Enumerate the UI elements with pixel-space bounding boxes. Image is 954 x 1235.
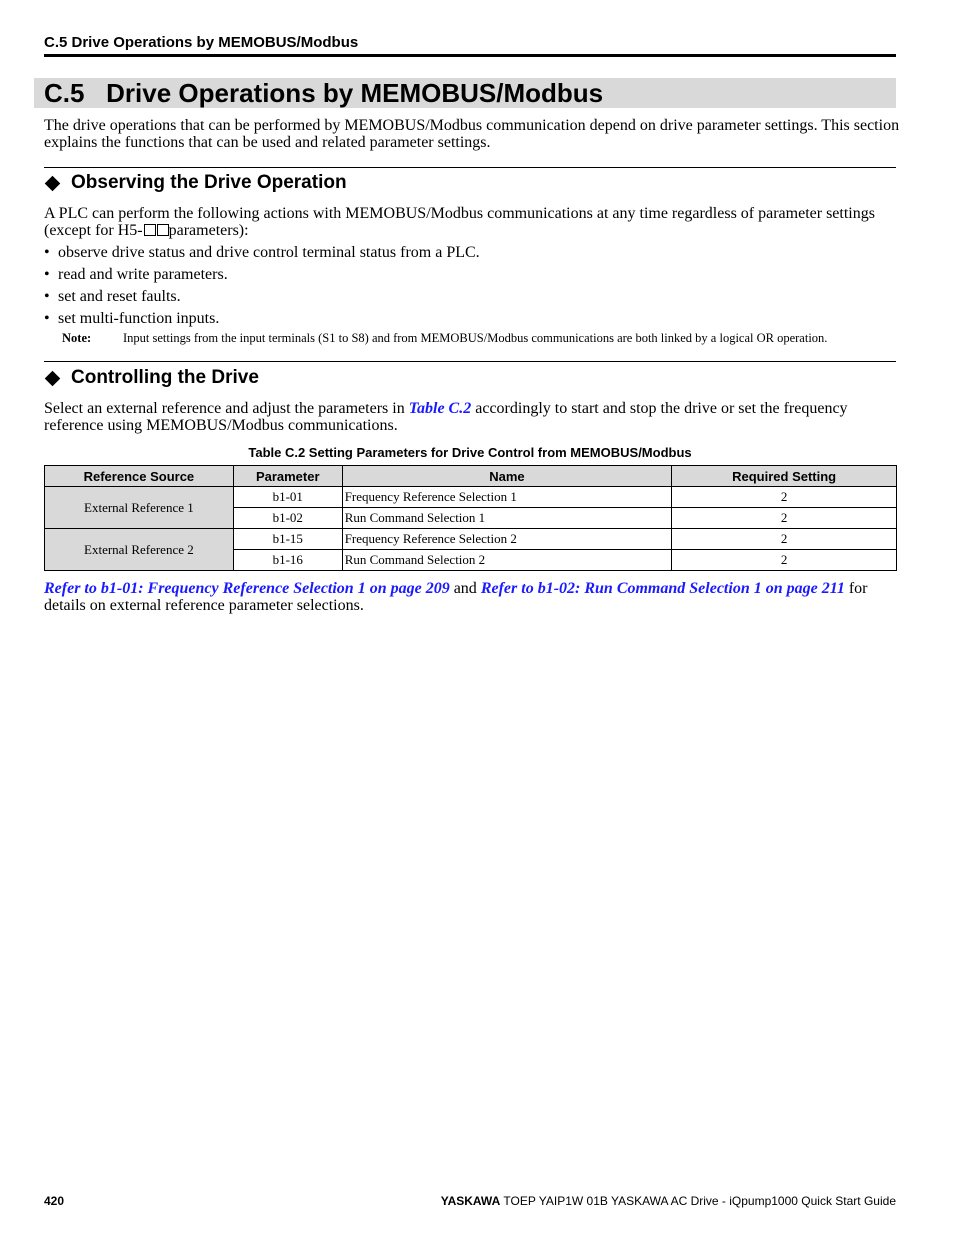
refer-link-b1-02[interactable]: Refer to b1-02: Run Command Selection 1 on page 211 [480, 580, 845, 597]
setting-cell: 2 [672, 529, 897, 550]
controlling-paragraph [44, 400, 900, 434]
observing-paragraph [44, 205, 900, 239]
note-label: Note: [62, 331, 92, 345]
section-title-text: Drive Operations by MEMOBUS/Modbus [106, 78, 604, 108]
table-link[interactable]: Table C.2 [408, 400, 472, 417]
name-cell: Frequency Reference Selection 1 [342, 487, 672, 508]
divider-rule [44, 167, 896, 168]
paragraph-text: Select an external reference and adjust the parameters in [44, 400, 409, 417]
subsection-heading: Observing the Drive Operation [71, 172, 347, 193]
column-header: Name [342, 466, 672, 487]
placeholder-box-icon [157, 224, 169, 236]
name-cell: Run Command Selection 2 [342, 550, 672, 571]
paragraph-text: parameters): [168, 222, 249, 239]
diamond-icon [45, 370, 61, 386]
list-item [44, 310, 219, 327]
paragraph-text: accordingly to start and stop the drive or set the frequency reference using MEMOBUS/Modbus communications. [44, 400, 848, 434]
paragraph-text: and [449, 580, 481, 597]
subsection-heading: Controlling the Drive [71, 367, 259, 388]
table-caption: Table C.2 Setting Parameters for Drive Control from MEMOBUS/Modbus [248, 445, 692, 460]
paragraph-text: A PLC can perform the following actions with MEMOBUS/Modbus communications at any time regardless of parameter settings (except for H5- [44, 205, 875, 239]
placeholder-box-icon [144, 224, 156, 236]
list-item-text: read and write parameters. [58, 266, 228, 283]
table-row [45, 487, 897, 508]
bullet-icon: • [44, 244, 50, 261]
subsection-observing [44, 172, 347, 194]
footer-document-title [441, 1194, 896, 1208]
footer-doc: TOEP YAIP1W 01B YASKAWA AC Drive - iQpump1000 Quick Start Guide [500, 1194, 896, 1208]
bullet-icon: • [44, 266, 50, 283]
bullet-icon: • [44, 288, 50, 305]
list-item-text: set multi-function inputs. [58, 310, 220, 327]
name-cell: Frequency Reference Selection 2 [342, 529, 672, 550]
running-header: C.5 Drive Operations by MEMOBUS/Modbus [44, 34, 359, 51]
section-number: C.5 [44, 78, 85, 108]
parameter-cell: b1-01 [233, 487, 342, 508]
setting-cell: 2 [672, 487, 897, 508]
table-row [45, 529, 897, 550]
parameter-cell: b1-15 [233, 529, 342, 550]
divider-rule [44, 361, 896, 362]
column-header: Required Setting [672, 466, 897, 487]
table-header-row [45, 466, 897, 487]
list-item-text: set and reset faults. [58, 288, 181, 305]
footer-brand: YASKAWA [440, 1194, 501, 1208]
paragraph-text: for details on external reference parameter selections. [44, 580, 868, 614]
parameter-cell: b1-02 [233, 508, 342, 529]
setting-cell: 2 [672, 550, 897, 571]
bullet-icon: • [44, 310, 50, 327]
refer-link-b1-01[interactable]: Refer to b1-01: Frequency Reference Selection 1 on page 209 [44, 580, 450, 597]
note [62, 331, 827, 345]
column-header: Parameter [233, 466, 342, 487]
note-text: Input settings from the input terminals (S1 to S8) and from MEMOBUS/Modbus communications are both linked by a logical OR operation. [123, 331, 828, 345]
subsection-controlling [44, 367, 259, 389]
list-item [44, 288, 181, 305]
refer-paragraph [44, 580, 900, 614]
parameter-cell: b1-16 [233, 550, 342, 571]
reference-source-cell: External Reference 1 [45, 487, 234, 529]
list-item [44, 244, 480, 261]
list-item [44, 266, 228, 283]
list-item-text: observe drive status and drive control terminal status from a PLC. [58, 244, 480, 261]
section-intro: The drive operations that can be performed by MEMOBUS/Modbus communication depend on drive parameter settings. This section explains the functions that can be used and related parameter settings. [44, 117, 900, 151]
setting-cell: 2 [672, 508, 897, 529]
header-rule [44, 54, 896, 57]
parameter-table [44, 465, 897, 571]
column-header: Reference Source [45, 466, 234, 487]
page-number: 420 [44, 1194, 65, 1208]
section-title [44, 77, 603, 109]
name-cell: Run Command Selection 1 [342, 508, 672, 529]
diamond-icon [45, 175, 61, 191]
reference-source-cell: External Reference 2 [45, 529, 234, 571]
